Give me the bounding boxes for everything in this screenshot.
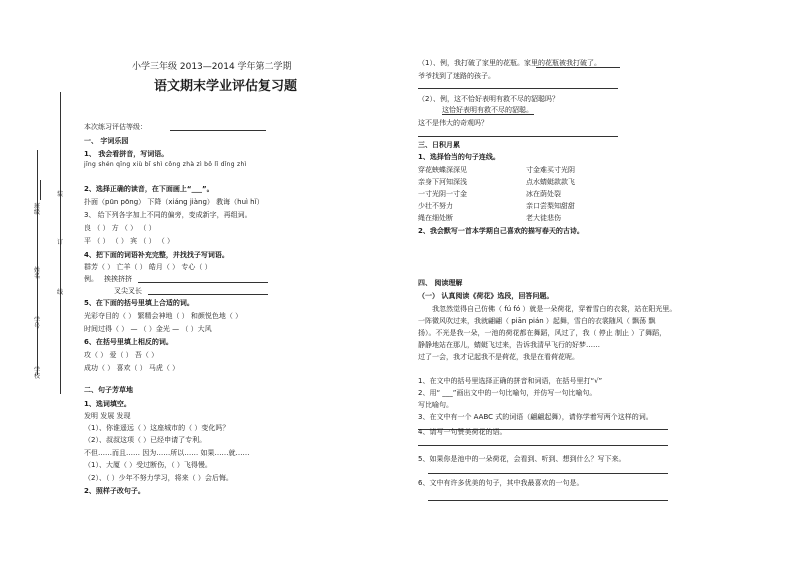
r2-example: （2）、例，这不恰好表明有救不尽的貂聪吗？ <box>418 95 559 103</box>
reading-para-4: 静静地站在那儿，蜻蜓飞过来，告诉我清早飞行的好梦…… <box>418 341 600 349</box>
pair-right-4[interactable]: 亲口尝梨知甜甜 <box>526 202 575 210</box>
reading-q2-b: 写比喻句。 <box>418 401 453 409</box>
reading-para-5: 过了一会，我才记起我不是荷花，我是在看荷花呢。 <box>418 353 579 361</box>
q6-row-1: 攻（ ） 爱（ ） 吾（ ） <box>84 351 159 359</box>
grade-label: 本次练习评估等级： <box>84 123 147 131</box>
reading-q1: 1、在文中的括号里选择正确的拼音和词语，在括号里打“√” <box>418 377 603 385</box>
reading-q6-answer[interactable] <box>428 500 668 501</box>
reading-para-1: 我忽然觉得自己仿佛（ fú fó ）就是一朵荷花，穿着雪白的衣裳，站在阳光里。 <box>432 305 677 313</box>
q3-row-1: 良 （ ） 方 （ ） （ ） <box>84 224 156 232</box>
pair-left-4[interactable]: 少壮不努力 <box>418 202 453 210</box>
reading-q4-answer[interactable] <box>418 445 668 446</box>
binding-mark-zhuang: 装 <box>56 191 63 198</box>
q2-body: 扑面（pūn pōng） 下降（xiáng jiàng） 教诲（huì hǐ） <box>84 198 264 206</box>
r1-example-underline <box>536 67 620 68</box>
reading-para-2: 一阵微风吹过来，我就翩翩（ piān pián ）起舞，雪白的衣裳随风（ 飘荡 飘 <box>418 317 656 325</box>
r1-task: 爷爷找到了迷路的孩子。 <box>418 72 495 80</box>
pair-left-2[interactable]: 亲身下河知深浅 <box>418 178 467 186</box>
q3-title: 3、 给下列各字加上不同的偏旁，变成新字，再组词。 <box>84 211 252 219</box>
s2-row-1: （1）、你谁遥远（ ）这座城市的（ ）变化吗？ <box>84 424 230 432</box>
exam-term-line: 小学三年级 2013—2014 学年第二学期 <box>132 62 292 72</box>
reading-para-3: 扬）。不光是我一朵，一池的荷花都在舞蹈，风过了，我（ 停止 制止 ）了舞蹈， <box>418 329 667 337</box>
q2-title: 2、选择正确的读音，在下面画上“___”。 <box>84 185 214 193</box>
pair-right-3[interactable]: 冰在荫处裂 <box>526 190 561 198</box>
q3-row-2: 平 （ ） （ ） 宾 （ ） （ ） <box>84 237 175 245</box>
s2-row-4: （1）、大厦（ ）受过断伤，（ ）飞得慢。 <box>84 461 212 469</box>
pair-right-2[interactable]: 点水蜻蜓款款飞 <box>526 178 575 186</box>
s2-row-2: （2）、叔叔这项（ ）已经申请了专利。 <box>84 436 207 444</box>
margin-line-left <box>37 150 38 375</box>
q4-title: 4、把下面的词语补充完整，并找找子写词语。 <box>84 251 229 259</box>
binding-mark-xian: 线 <box>56 289 63 296</box>
binding-mark-ding: 订 <box>56 239 63 246</box>
q1-pinyin: jīng shén qīng xiù bǐ shì cōng zhà zì bō lǐ dǐng zhì <box>84 161 247 168</box>
s4-q1-title: （一） 认真阅读《荷花》选段，回答问题。 <box>418 292 554 300</box>
pair-left-5[interactable]: 绳在细处断 <box>418 214 453 222</box>
r1-example: （1）、例，我打破了家里的花瓶。家里的花瓶被我打破了。 <box>418 59 601 67</box>
s3-q2-title: 2、我会默写一首本学期自己喜欢的描写春天的古诗。 <box>418 227 584 235</box>
q5-title: 5、在下面的括号里填上合适的词。 <box>84 299 194 307</box>
margin-label-name: 姓名 <box>33 267 40 281</box>
s2-q1-title: 1、选词填空。 <box>84 400 131 408</box>
section-2-title: 二、句子芳草地 <box>84 386 133 394</box>
pair-right-1[interactable]: 寸金难买寸光阴 <box>526 166 575 174</box>
pair-left-3[interactable]: 一寸光阴一寸金 <box>418 190 467 198</box>
q1-title: 1、 我会看拼音，写词语。 <box>84 150 169 158</box>
q4-row: 群芳（ ） 亡羊（ ） 皓月（ ） 专心（ ） <box>84 263 212 271</box>
r2-answer-line[interactable] <box>418 136 618 137</box>
q5-row-1: 光彩夺目的（ ） 繁精会神地（ ） 和颜悦色地（ ） <box>84 312 243 320</box>
reading-q5-answer[interactable] <box>428 473 668 474</box>
q6-title: 6、在括号里填上相反的词。 <box>84 338 173 346</box>
margin-label-school: 学校 <box>33 367 40 381</box>
r1-answer-line[interactable] <box>418 88 618 89</box>
q4-blank-2[interactable] <box>148 294 268 295</box>
margin-label-number: 学号 <box>33 317 40 331</box>
section-1-title: 一、 字词乐园 <box>84 137 129 145</box>
s2-row-5: （2）、（ ）少年不努力学习，将来（ ）会后悔。 <box>84 474 233 482</box>
r2-task: 这不是伟大的奇观吗？ <box>418 119 488 127</box>
s2-q2-title: 2、照样子改句子。 <box>84 487 145 495</box>
q6-row-2: 成功（ ） 喜欢（ ） 马虎（ ） <box>84 364 180 372</box>
section-3-title: 三、日积月累 <box>418 141 460 149</box>
s2-word-options: 发明 发展 发现 <box>84 412 131 420</box>
q4-example-label: 例。 <box>84 275 98 283</box>
section-4-title: 四、 阅读理解 <box>418 279 463 287</box>
q4-example-2: 叉尖叉长 <box>114 287 142 295</box>
q4-example-1: 挨挨挤挤 <box>104 275 132 283</box>
reading-q6: 6、文中有许多优美的句子，其中我最喜欢的一句是。 <box>418 479 584 487</box>
reading-q4: 4、请写一句赞美荷花的语。 <box>418 428 507 436</box>
s3-q1-title: 1、选择恰当的句子连线。 <box>418 153 500 161</box>
pair-left-1[interactable]: 穿花蛱蝶深深见 <box>418 166 467 174</box>
page-title: 语文期末学业评估复习题 <box>154 79 298 94</box>
q4-blank-1[interactable] <box>138 282 268 283</box>
reading-q3: 3、在文中有一个 AABC 式的词语（翩翩起舞），请你学着写两个这样的词。 <box>418 413 653 421</box>
r2-example-underline <box>442 114 534 115</box>
s2-row-3: 不但……而且…… 因为……所以…… 如果……就…… <box>84 449 250 457</box>
grade-blank[interactable] <box>170 130 266 131</box>
margin-blank-class[interactable] <box>40 180 41 200</box>
margin-label-class: 班级 <box>33 203 40 217</box>
q5-row-2: 时间过得（ ） — （ ）金光 — （ ）大风 <box>84 325 212 333</box>
r2-example-b: 这恰好表明有救不尽的貂聪。 <box>442 106 533 114</box>
reading-q5: 5、如果你是池中的一朵荷花，会看到、听到、想到什么？写下来。 <box>418 455 626 463</box>
reading-q2: 2、用“ ___”画出文中的一句比喻句，并仿写一句比喻句。 <box>418 389 597 397</box>
pair-right-5[interactable]: 老大徒悲伤 <box>526 214 561 222</box>
